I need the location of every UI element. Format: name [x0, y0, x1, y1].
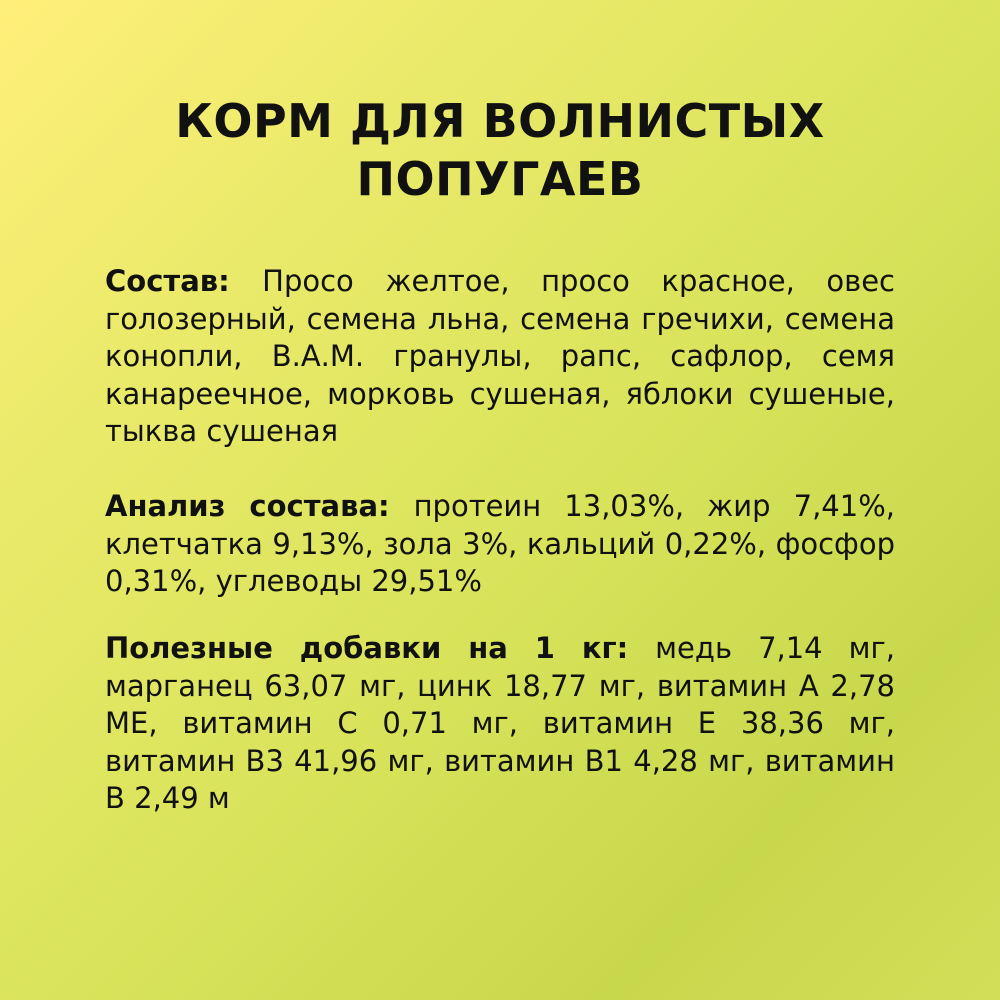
analysis-text: протеин 13,03%, жир 7,41%, клетчатка 9,13%, зола 3%, кальций 0,22%, фосфор 0,31%, углеводы 29,51% — [105, 489, 895, 598]
title-line-1: КОРМ ДЛЯ ВОЛНИСТЫХ — [175, 94, 825, 148]
composition-text: Просо желтое, просо красное, овес голозерный, семена льна, семена гречихи, семена конопли, В.А.М. гранулы, рапс, сафлор, семя канареечное, морковь сушеная, яблоки сушеные, тыква сушеная — [105, 264, 895, 448]
analysis-label: Анализ состава: — [105, 489, 414, 523]
page-title — [0, 92, 1000, 208]
analysis-paragraph — [105, 488, 895, 601]
additives-label: Полезные добавки на 1 кг: — [105, 631, 656, 665]
composition-paragraph — [105, 263, 895, 451]
additives-text: медь 7,14 мг, марганец 63,07 мг, цинк 18,77 мг, витамин А 2,78 МЕ, витамин С 0,71 мг, витамин Е 38,36 мг, витамин В3 41,96 мг, витамин В1 4,28 мг, витамин В 2,49 м — [105, 631, 895, 815]
composition-label: Состав: — [105, 264, 263, 298]
title-line-2: ПОПУГАЕВ — [356, 152, 644, 206]
additives-paragraph — [105, 630, 895, 818]
